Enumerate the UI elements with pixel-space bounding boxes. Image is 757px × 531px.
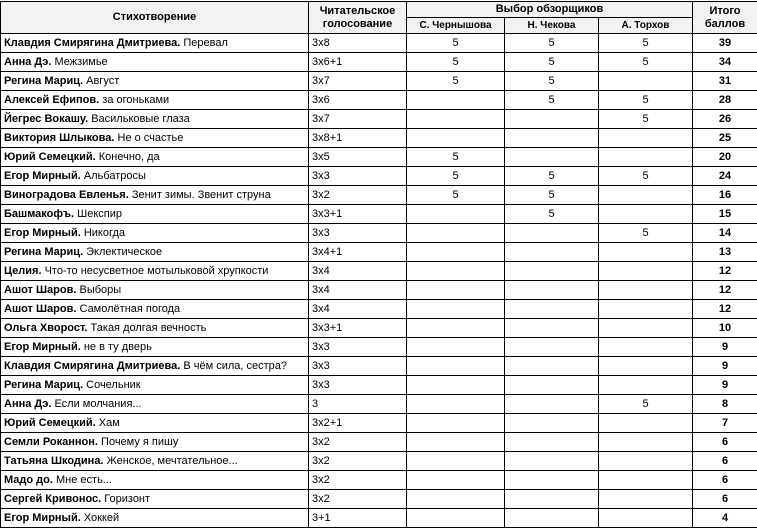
total-score: 9 [693, 357, 757, 376]
reviewer-1-score: 5 [407, 167, 505, 186]
poem-cell [1, 357, 309, 376]
poem-cell [1, 262, 309, 281]
header-reviewer-1: С. Чернышова [407, 18, 505, 34]
reviewer-1-score [407, 395, 505, 414]
reader-vote-cell: 3x5 [309, 148, 407, 167]
total-score: 14 [693, 224, 757, 243]
poem-title: Август [86, 75, 119, 87]
reviewer-3-score [599, 509, 693, 528]
poem-cell [1, 167, 309, 186]
total-score: 6 [693, 452, 757, 471]
reader-vote-cell: 3x8 [309, 34, 407, 53]
reviewer-1-score [407, 300, 505, 319]
reader-vote-cell: 3x4 [309, 262, 407, 281]
reviewer-3-score [599, 300, 693, 319]
poem-author: Юрий Семецкий. [4, 151, 96, 163]
poem-title: Женское, мечтательное... [107, 455, 238, 467]
table-row [1, 471, 757, 490]
reviewer-2-score: 5 [505, 53, 599, 72]
poem-author: Егор Мирный. [4, 227, 81, 239]
reviewer-1-score [407, 91, 505, 110]
table-row [1, 376, 757, 395]
poem-cell [1, 376, 309, 395]
table-row [1, 357, 757, 376]
total-score: 6 [693, 471, 757, 490]
table-row [1, 490, 757, 509]
poem-cell [1, 300, 309, 319]
total-score: 12 [693, 300, 757, 319]
poem-author: Клавдия Смирягина Дмитриева. [4, 360, 180, 372]
total-score: 6 [693, 433, 757, 452]
reviewer-1-score [407, 509, 505, 528]
reviewer-1-score [407, 357, 505, 376]
poem-title: Межзимье [54, 56, 107, 68]
table-row [1, 509, 757, 528]
reader-vote-cell: 3x2+1 [309, 414, 407, 433]
poem-title: Васильковые глаза [91, 113, 190, 125]
reader-vote-cell: 3x2 [309, 490, 407, 509]
reviewer-3-score [599, 471, 693, 490]
poem-author: Регина Мариц. [4, 75, 83, 87]
reader-vote-cell: 3x3+1 [309, 205, 407, 224]
poem-title: Альбатросы [84, 170, 146, 182]
reader-vote-cell: 3x2 [309, 433, 407, 452]
poem-cell [1, 319, 309, 338]
reviewer-3-score [599, 357, 693, 376]
table-row [1, 110, 757, 129]
table-row [1, 243, 757, 262]
poem-title: Мне есть... [56, 474, 112, 486]
table-row [1, 452, 757, 471]
table-row [1, 262, 757, 281]
table-row [1, 414, 757, 433]
reviewer-1-score [407, 433, 505, 452]
poem-author: Алексей Ефипов. [4, 94, 99, 106]
reviewer-2-score [505, 414, 599, 433]
reviewer-2-score: 5 [505, 34, 599, 53]
reader-vote-cell: 3x6 [309, 91, 407, 110]
reviewer-3-score: 5 [599, 167, 693, 186]
header-reader-vote: Читательское голосование [309, 2, 407, 34]
poem-author: Регина Мариц. [4, 246, 83, 258]
total-score: 4 [693, 509, 757, 528]
reviewer-3-score: 5 [599, 224, 693, 243]
reviewer-3-score [599, 243, 693, 262]
reader-vote-cell: 3x3 [309, 376, 407, 395]
poem-cell [1, 91, 309, 110]
reviewer-2-score [505, 224, 599, 243]
poem-cell [1, 395, 309, 414]
reviewer-2-score [505, 395, 599, 414]
poem-title: Хам [99, 417, 120, 429]
header-reviewers-choice: Выбор обзорщиков [407, 2, 693, 18]
poem-cell [1, 148, 309, 167]
poem-title: Сочельник [86, 379, 140, 391]
poem-title: Почему я пишу [101, 436, 178, 448]
reviewer-1-score [407, 281, 505, 300]
reviewer-2-score: 5 [505, 91, 599, 110]
total-score: 15 [693, 205, 757, 224]
reviewer-2-score [505, 509, 599, 528]
reviewer-2-score [505, 110, 599, 129]
reviewer-3-score [599, 490, 693, 509]
reviewer-1-score [407, 110, 505, 129]
reviewer-2-score [505, 300, 599, 319]
reviewer-3-score [599, 72, 693, 91]
total-score: 13 [693, 243, 757, 262]
poem-cell [1, 110, 309, 129]
poem-title: Никогда [84, 227, 125, 239]
results-body [1, 34, 757, 528]
table-row [1, 34, 757, 53]
reviewer-2-score [505, 452, 599, 471]
poem-cell [1, 338, 309, 357]
table-row [1, 129, 757, 148]
poem-author: Егор Мирный. [4, 341, 81, 353]
reviewer-2-score: 5 [505, 167, 599, 186]
reviewer-2-score [505, 281, 599, 300]
total-score: 9 [693, 338, 757, 357]
reviewer-2-score: 5 [505, 186, 599, 205]
total-score: 24 [693, 167, 757, 186]
total-score: 34 [693, 53, 757, 72]
poem-author: Регина Мариц. [4, 379, 83, 391]
reader-vote-cell: 3x7 [309, 110, 407, 129]
poem-title: В чём сила, сестра? [183, 360, 287, 372]
poem-title: Конечно, да [99, 151, 160, 163]
table-row [1, 319, 757, 338]
reader-vote-cell: 3x3 [309, 338, 407, 357]
reviewer-2-score [505, 471, 599, 490]
poem-author: Виктория Шлыкова. [4, 132, 114, 144]
total-score: 8 [693, 395, 757, 414]
reviewer-1-score: 5 [407, 53, 505, 72]
reviewer-2-score: 5 [505, 72, 599, 91]
header-total: Итого баллов [693, 2, 757, 34]
table-row [1, 395, 757, 414]
total-score: 26 [693, 110, 757, 129]
poem-title: Не о счастье [118, 132, 184, 144]
reviewer-1-score: 5 [407, 186, 505, 205]
reviewer-1-score: 5 [407, 72, 505, 91]
poem-author: Егор Мирный. [4, 512, 81, 524]
reviewer-1-score [407, 243, 505, 262]
reviewer-3-score: 5 [599, 53, 693, 72]
poem-title: Шекспир [77, 208, 122, 220]
reviewer-2-score [505, 490, 599, 509]
reader-vote-cell: 3x8+1 [309, 129, 407, 148]
table-row [1, 433, 757, 452]
poem-cell [1, 509, 309, 528]
poem-cell [1, 186, 309, 205]
reviewer-3-score [599, 186, 693, 205]
poem-author: Ашот Шаров. [4, 284, 76, 296]
poem-title: Такая долгая вечность [91, 322, 207, 334]
reader-vote-cell: 3x3 [309, 167, 407, 186]
total-score: 12 [693, 262, 757, 281]
poem-cell [1, 53, 309, 72]
poem-title: Перевал [183, 37, 228, 49]
reviewer-2-score [505, 148, 599, 167]
total-score: 12 [693, 281, 757, 300]
table-row [1, 186, 757, 205]
poem-author: Целия. [4, 265, 42, 277]
reader-vote-cell: 3x3 [309, 357, 407, 376]
poem-author: Ашот Шаров. [4, 303, 76, 315]
table-row [1, 91, 757, 110]
reviewer-2-score [505, 357, 599, 376]
total-score: 16 [693, 186, 757, 205]
poem-cell [1, 34, 309, 53]
total-score: 39 [693, 34, 757, 53]
total-score: 20 [693, 148, 757, 167]
reviewer-1-score [407, 376, 505, 395]
reviewer-1-score [407, 205, 505, 224]
reviewer-2-score [505, 319, 599, 338]
reviewer-3-score [599, 338, 693, 357]
reviewer-2-score [505, 243, 599, 262]
poem-author: Сергей Кривонос. [4, 493, 101, 505]
poem-cell [1, 433, 309, 452]
poem-cell [1, 490, 309, 509]
poem-title: за огоньками [102, 94, 169, 106]
poem-title: Выборы [80, 284, 122, 296]
reviewer-1-score: 5 [407, 34, 505, 53]
poem-cell [1, 129, 309, 148]
reader-vote-cell: 3x3 [309, 224, 407, 243]
poem-author: Егор Мирный. [4, 170, 81, 182]
poem-cell [1, 224, 309, 243]
poem-cell [1, 243, 309, 262]
table-row [1, 224, 757, 243]
poem-cell [1, 471, 309, 490]
reviewer-3-score [599, 262, 693, 281]
poem-cell [1, 72, 309, 91]
table-row [1, 72, 757, 91]
poem-cell [1, 452, 309, 471]
poem-cell [1, 414, 309, 433]
poem-author: Юрий Семецкий. [4, 417, 96, 429]
reader-vote-cell: 3x7 [309, 72, 407, 91]
reviewer-2-score [505, 338, 599, 357]
poem-cell [1, 205, 309, 224]
poem-author: Анна Дэ. [4, 398, 51, 410]
poem-title: Хоккей [84, 512, 119, 524]
reviewer-1-score [407, 471, 505, 490]
poem-title: Что-то несусветное мотыльковой хрупкости [45, 265, 269, 277]
poem-cell [1, 281, 309, 300]
reader-vote-cell: 3x2 [309, 471, 407, 490]
table-row [1, 281, 757, 300]
table-row [1, 300, 757, 319]
table-row [1, 167, 757, 186]
reader-vote-cell: 3 [309, 395, 407, 414]
reviewer-2-score [505, 433, 599, 452]
poem-title: Зенит зимы. Звенит струна [132, 189, 271, 201]
reviewer-3-score [599, 281, 693, 300]
total-score: 7 [693, 414, 757, 433]
reviewer-1-score [407, 129, 505, 148]
reviewer-1-score [407, 224, 505, 243]
total-score: 31 [693, 72, 757, 91]
reviewer-1-score [407, 262, 505, 281]
header-reviewer-2: Н. Чекова [505, 18, 599, 34]
reader-vote-cell: 3x2 [309, 452, 407, 471]
total-score: 28 [693, 91, 757, 110]
reviewer-3-score [599, 414, 693, 433]
header-reviewer-3: А. Торхов [599, 18, 693, 34]
reviewer-3-score: 5 [599, 91, 693, 110]
poem-author: Виноградова Евленья. [4, 189, 129, 201]
poem-author: Клавдия Смирягина Дмитриева. [4, 37, 180, 49]
table-row [1, 53, 757, 72]
reviewer-1-score [407, 319, 505, 338]
reviewer-3-score [599, 452, 693, 471]
table-row [1, 205, 757, 224]
poem-author: Татьяна Шкодина. [4, 455, 104, 467]
reviewer-2-score [505, 129, 599, 148]
reader-vote-cell: 3x3+1 [309, 319, 407, 338]
reviewer-1-score [407, 490, 505, 509]
reviewer-1-score [407, 414, 505, 433]
results-table [0, 1, 757, 528]
header-row [1, 2, 757, 18]
poem-author: Анна Дэ. [4, 56, 51, 68]
poem-title: Самолётная погода [80, 303, 181, 315]
reader-vote-cell: 3x2 [309, 186, 407, 205]
poem-title: Эклектическое [86, 246, 162, 258]
reviewer-3-score [599, 205, 693, 224]
table-row [1, 148, 757, 167]
reviewer-3-score: 5 [599, 34, 693, 53]
poem-author: Мадо до. [4, 474, 53, 486]
total-score: 9 [693, 376, 757, 395]
reviewer-2-score: 5 [505, 205, 599, 224]
reviewer-1-score [407, 452, 505, 471]
reviewer-1-score [407, 338, 505, 357]
table-row [1, 338, 757, 357]
reader-vote-cell: 3x4 [309, 300, 407, 319]
poem-author: Башмакофъ. [4, 208, 74, 220]
reader-vote-cell: 3x4 [309, 281, 407, 300]
reader-vote-cell: 3x4+1 [309, 243, 407, 262]
reviewer-1-score: 5 [407, 148, 505, 167]
reader-vote-cell: 3+1 [309, 509, 407, 528]
reviewer-3-score [599, 319, 693, 338]
header-poem: Стихотворение [1, 2, 309, 34]
reviewer-3-score: 5 [599, 395, 693, 414]
reviewer-3-score [599, 433, 693, 452]
poem-title: не в ту дверь [84, 341, 152, 353]
poem-title: Горизонт [104, 493, 150, 505]
poem-author: Йегрес Вокашу. [4, 113, 88, 125]
reviewer-3-score: 5 [599, 110, 693, 129]
reviewer-3-score [599, 129, 693, 148]
total-score: 6 [693, 490, 757, 509]
reviewer-3-score [599, 376, 693, 395]
reviewer-3-score [599, 148, 693, 167]
reviewer-2-score [505, 262, 599, 281]
poem-title: Если молчания... [54, 398, 141, 410]
poem-author: Семли Роканнон. [4, 436, 98, 448]
poem-author: Ольга Хворост. [4, 322, 87, 334]
total-score: 10 [693, 319, 757, 338]
reviewer-2-score [505, 376, 599, 395]
total-score: 25 [693, 129, 757, 148]
reader-vote-cell: 3x6+1 [309, 53, 407, 72]
